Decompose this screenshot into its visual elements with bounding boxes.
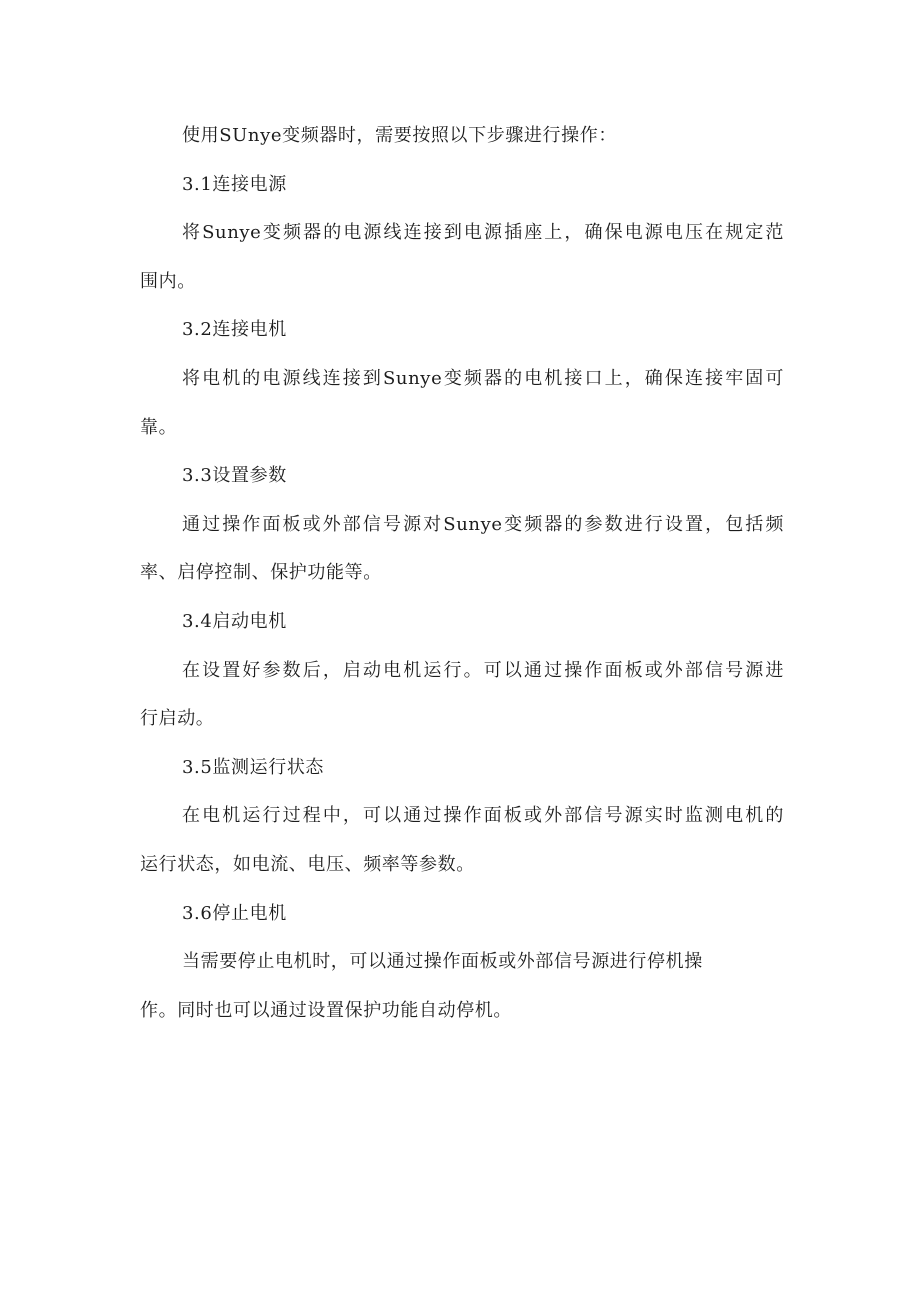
- section-3-2-text-line-1: 将电机的电源线连接到Sunye变频器的电机接口上，确保连接牢固可: [182, 367, 784, 389]
- section-3-1-text-line-2: 围内。: [140, 270, 196, 292]
- section-3-3-text-line-1: 通过操作面板或外部信号源对Sunye变频器的参数进行设置，包括频: [182, 513, 784, 535]
- section-3-6-text-line-2: 作。同时也可以通过设置保护功能自动停机。: [140, 999, 512, 1021]
- section-heading-3-5: 3.5监测运行状态: [182, 756, 325, 778]
- section-heading-3-2: 3.2连接电机: [182, 319, 287, 341]
- intro-paragraph: 使用SUnye变频器时，需要按照以下步骤进行操作：: [182, 125, 617, 146]
- section-3-3-text-line-2: 率、启停控制、保护功能等。: [140, 562, 382, 584]
- section-heading-3-1: 3.1连接电源: [182, 173, 287, 195]
- section-3-5-text-line-2: 运行状态，如电流、电压、频率等参数。: [140, 853, 475, 875]
- section-3-4-text-line-2: 行启动。: [140, 708, 215, 730]
- section-heading-3-6: 3.6停止电机: [182, 902, 287, 924]
- section-heading-3-4: 3.4启动电机: [182, 610, 287, 632]
- section-3-2-text-line-2: 靠。: [140, 416, 178, 438]
- section-3-1-text-line-1: 将Sunye变频器的电源线连接到电源插座上，确保电源电压在规定范: [182, 222, 784, 244]
- section-3-6-text-line-1: 当需要停止电机时，可以通过操作面板或外部信号源进行停机操: [182, 951, 703, 973]
- section-3-4-text-line-1: 在设置好参数后，启动电机运行。可以通过操作面板或外部信号源进: [182, 659, 784, 681]
- section-3-5-text-line-1: 在电机运行过程中，可以通过操作面板或外部信号源实时监测电机的: [182, 805, 784, 827]
- section-heading-3-3: 3.3设置参数: [182, 465, 287, 487]
- document-body: [140, 112, 784, 1035]
